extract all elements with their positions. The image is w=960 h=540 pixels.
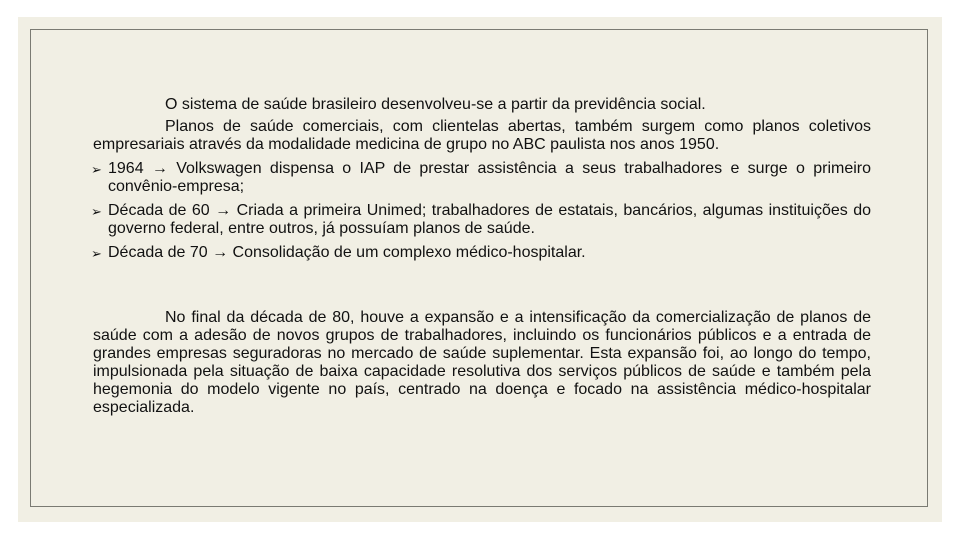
slide-content bbox=[93, 96, 871, 417]
list-item-text: Década de 70 → Consolidação de um complexo médico-hospitalar. bbox=[108, 244, 586, 261]
list-item bbox=[93, 244, 871, 262]
commercial-plans-paragraph: Planos de saúde comerciais, com clientelas abertas, também surgem como planos coletivos empresariais através da modalidade medicina de grupo no ABC paulista nos anos 1950. bbox=[93, 118, 871, 153]
timeline-list bbox=[93, 160, 871, 262]
intro-paragraph: O sistema de saúde brasileiro desenvolveu-se a partir da previdência social. bbox=[165, 96, 706, 113]
arrow-bullet-icon: ➢ bbox=[91, 204, 102, 219]
arrow-bullet-icon: ➢ bbox=[91, 162, 102, 177]
list-item-text: 1964 → Volkswagen dispensa o IAP de prestar assistência a seus trabalhadores e surge o primeiro convênio-empresa; bbox=[108, 160, 871, 195]
list-item-text: Década de 60 → Criada a primeira Unimed; trabalhadores de estatais, bancários, algumas instituições do governo federal, entre outros, já possuíam planos de saúde. bbox=[108, 202, 871, 237]
arrow-bullet-icon: ➢ bbox=[91, 246, 102, 261]
list-item bbox=[93, 160, 871, 196]
closing-paragraph: No final da década de 80, houve a expansão e a intensificação da comercialização de planos de saúde com a adesão de novos grupos de trabalhadores, incluindo os funcionários públicos e a entrada de grandes empresas seguradoras no mercado de saúde suplementar. Esta expansão foi, ao longo do tempo, impulsionada pela situação de baixa capacidade resolutiva dos serviços públicos de saúde e também pela hegemonia do modelo vigente no país, centrado na doença e focado na assistência médico-hospitalar especializada. bbox=[93, 309, 871, 416]
list-item bbox=[93, 202, 871, 238]
